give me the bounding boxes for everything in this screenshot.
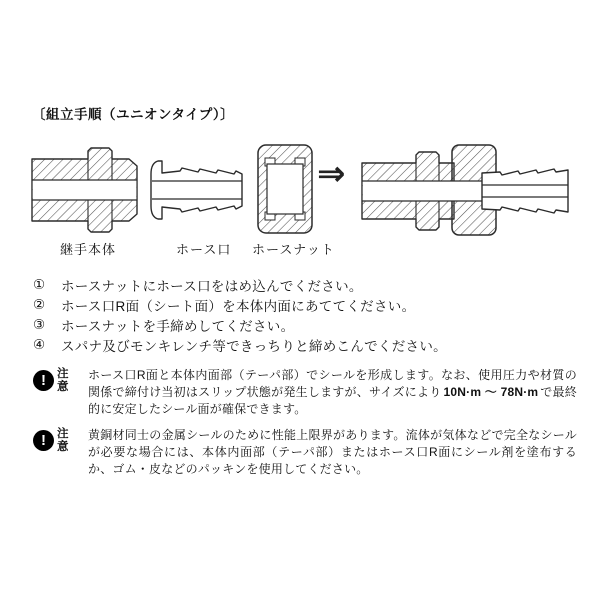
step-item-3 bbox=[33, 315, 447, 335]
caution-label-char: 注 bbox=[57, 428, 69, 440]
fitting-body-diagram bbox=[30, 146, 140, 234]
assembled-fitting-diagram bbox=[360, 142, 578, 240]
caution-label bbox=[57, 368, 69, 393]
exclamation-mark: ! bbox=[41, 372, 46, 389]
step-number: ④ bbox=[33, 337, 46, 352]
part-label-hose-port: ホース口 bbox=[176, 242, 232, 257]
caution-text-2 bbox=[88, 427, 577, 478]
hose-nut-diagram bbox=[256, 143, 314, 235]
assembly-arrow-icon: ⇒ bbox=[317, 155, 346, 193]
step-text: ホース口R面（シート面）を本体内面にあててください。 bbox=[61, 299, 416, 314]
torque-range: 10N·m ～ 78N·m bbox=[443, 385, 539, 399]
caution-note-1 bbox=[33, 367, 578, 418]
caution-text-prefix: ホース口R面と本体内面部（テーパ部）でシールを形成します。なお、使用圧力や材質の関係で締付け当初はスリップ状態が発生しますが、サイズにより bbox=[88, 368, 577, 399]
step-text: ホースナットを手締めしてください。 bbox=[61, 319, 295, 334]
caution-label-char: 意 bbox=[57, 440, 69, 453]
assembly-steps bbox=[33, 275, 447, 355]
step-text: ホースナットにホース口をはめ込んでください。 bbox=[61, 279, 363, 294]
caution-text-prefix: 黄銅材同士の金属シールのために性能上限界があります。流体が気体などで完全なシールが必要な場合には、本体内面部（テーパ部）またはホース口R面にシール剤を塗布するか、ゴム・皮などのパッキンを使用してください。 bbox=[88, 428, 577, 476]
caution-label bbox=[57, 428, 69, 453]
caution-note-2 bbox=[33, 427, 578, 478]
step-number: ① bbox=[33, 277, 46, 292]
step-number: ② bbox=[33, 297, 46, 312]
part-label-hose-nut: ホースナット bbox=[252, 242, 335, 257]
caution-text-suffix: で最終的に安定したシール面が確保できます。 bbox=[88, 385, 577, 416]
part-label-fitting-body: 継手本体 bbox=[60, 242, 117, 257]
caution-text-1 bbox=[88, 367, 577, 418]
step-item-2 bbox=[33, 295, 447, 315]
step-number: ③ bbox=[33, 317, 46, 332]
step-item-1 bbox=[33, 275, 447, 295]
step-item-4 bbox=[33, 335, 447, 355]
page-title: 〔組立手順（ユニオンタイプ）〕 bbox=[32, 107, 235, 122]
step-text: スパナ及びモンキレンチ等できっちりと締めこんでください。 bbox=[61, 339, 447, 354]
caution-label-char: 意 bbox=[57, 380, 69, 393]
hose-port-diagram bbox=[146, 154, 246, 226]
caution-icon bbox=[33, 430, 54, 451]
caution-label-char: 注 bbox=[57, 368, 69, 380]
caution-icon bbox=[33, 370, 54, 391]
exclamation-mark: ! bbox=[41, 432, 46, 449]
